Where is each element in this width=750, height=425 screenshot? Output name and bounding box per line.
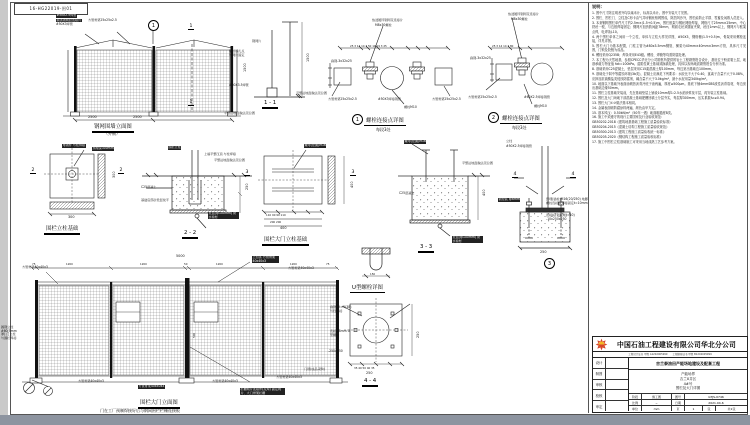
- list-line: 10. 地面以下基础外表面涂刷热沥青冷底子油两遍，厚度≥500μm。基底下铺4mmSBS改性沥青卷材，每边宽出基础边缘50mm。: [592, 81, 746, 90]
- list-line: 16. 施工中须遵守的现行主要国家及行业验收规范：: [592, 115, 664, 120]
- dim-gate-h: 500: [192, 332, 196, 338]
- post-foundation-plan-drawing: [28, 148, 128, 220]
- list-line: 5. 围栏大门为基本配置，门柱主管为#80x3.5mm钢管，横梁为40mm×40mm×3mm方管，具体尺寸见图，门锁及铰链为成品。: [592, 43, 746, 53]
- label-sq40-b4: 方管骨架40x40x3: [276, 375, 302, 379]
- sign-label: 制图: [593, 369, 606, 379]
- dim-seg75-l: 75: [32, 262, 36, 266]
- caption-gate-foundation: 围栏大门立柱基础: [262, 235, 309, 246]
- gate-foundation-plan-drawing: [250, 148, 358, 230]
- sheet-total: 共1张: [727, 406, 736, 411]
- unit-value: mm: [642, 406, 672, 411]
- dim-gf-row2: 200 200: [270, 220, 282, 224]
- label-sq40-b1: 方管骨架40x40x3: [78, 379, 104, 383]
- list-line: 15. 基本风压：0.50kN/m²（50年一遇）地面粗糙度B类。: [592, 110, 675, 115]
- list-line: 吉兰X井区: [679, 376, 697, 381]
- title-block-header: [593, 337, 747, 352]
- page-value: 1: [685, 406, 703, 411]
- caption-detail2-sub: 每段3处: [512, 125, 527, 130]
- dim-33-h: 400: [482, 189, 486, 196]
- caption-fence-sub: （外侧）: [104, 131, 120, 136]
- stage-label: 阶段: [629, 394, 642, 399]
- label-sq25-d1r: 方管骨架25x25x2.5: [432, 97, 461, 101]
- caption-fence-elevation: 钢网围墙立面图: [92, 122, 134, 133]
- list-line: GB50202-2018《建筑地基基础工程施工质量验收标准》: [592, 120, 673, 125]
- label-sq25: 方管骨架25x25x2.5: [88, 18, 117, 22]
- label-top-rail: 上扣条 方管骨架40x40x3: [252, 256, 279, 263]
- label-bolt-m8-1: M8x30螺栓: [375, 22, 392, 27]
- label-pipe50: #50X2.5焊管: [56, 13, 77, 17]
- dim-detail2: 25 3 14 14 3 80: [492, 43, 514, 48]
- title-block-grid: [629, 394, 747, 411]
- label-wire-tie: 钢丝绑扎点 与网片固定: [229, 49, 245, 57]
- dim-gf-w: 400: [280, 226, 287, 230]
- caption-detail1-sub: 每段3处: [376, 127, 391, 132]
- drawing-number-stamp: 16-HG22019-围01: [14, 3, 88, 15]
- scale-value: ~: [642, 400, 672, 405]
- cnpc-logo: [595, 338, 608, 351]
- dim-fence-height: 1500: [243, 63, 247, 72]
- label-pipe50c: #50X3.5焊管: [229, 83, 249, 87]
- section2-flag-right: 2: [119, 168, 123, 173]
- list-line: 12. 围栏及大门场地下部混凝土基础肥槽回填土分层夯实，每层厚300mm，压实系数λc≥0.94。: [592, 95, 727, 100]
- label-base-level: 基础底部砂垫层找平: [141, 198, 169, 202]
- label-sq25-d1l: 方管骨架25x25x2.5: [328, 97, 357, 101]
- list-line: 6. 螺栓采用Q235B；焊条采用E43级。螺栓、焊缝等均需防腐处理。: [592, 53, 688, 58]
- label-c25-22: C25混凝土: [141, 185, 157, 189]
- page-label: 页: [672, 406, 685, 411]
- sign-label: 校核: [593, 390, 606, 400]
- list-line: GB50300-2013《建筑工程施工质量验收统一标准》: [592, 130, 666, 135]
- caption-ubolt: U型螺栓详图: [352, 285, 383, 291]
- caption-gate-sub: 门在工厂预制焊接好后与钢网围栏栏栅连接板: [100, 408, 180, 413]
- dim-seg-4: 1200: [290, 262, 297, 266]
- list-line: 13. 围栏大门①②做法基本相同。: [592, 100, 639, 105]
- label-post-22: 围栏立柱: [168, 145, 181, 149]
- project-name: 吉兰泰油田产能场地建设及配套工程: [629, 358, 747, 370]
- detail1-ref-bubble: 1: [148, 20, 159, 31]
- section3-flag-right: 3: [351, 170, 355, 175]
- label-bolt-m10-1: 螺栓M10: [404, 105, 417, 109]
- dim-44-row: 35 40 50 40 35: [354, 366, 375, 370]
- label-top-grout: 上端平整压顶 与柱焊接: [204, 152, 236, 156]
- caption-detail2: 螺栓连接点详图: [502, 116, 540, 122]
- dim-seg75-r: 75: [326, 262, 330, 266]
- list-line: 产能场界: [681, 372, 695, 377]
- sign-blank: [606, 401, 628, 411]
- label-m16-33: 螺母(垫圈)M16: [404, 139, 426, 143]
- label-embed300: 预埋深300mm: [92, 146, 114, 150]
- detail2-caption-bubble: 2: [488, 112, 499, 123]
- date-label: 日期: [672, 400, 685, 405]
- dim-ubolt: 150: [370, 272, 376, 276]
- sign-row: [593, 401, 628, 411]
- label-ground-22: 平整法地面做法见总图: [214, 158, 245, 162]
- dim-gf-h: 400: [350, 181, 354, 188]
- dim-44-h: 250: [416, 331, 420, 338]
- sign-label: 审定: [593, 401, 606, 411]
- drawing-item-lines: [629, 370, 747, 394]
- dim-fence-span-2: 2500: [133, 115, 142, 119]
- label-sq40-tl: 方管骨架40x40x3: [22, 265, 48, 269]
- drawing-no-label: 图号: [672, 394, 685, 399]
- dim-pf-width: 300: [68, 215, 75, 219]
- caption-gate-elevation: 围栏大门立面图: [138, 398, 180, 409]
- company-certs: 工程设计证书 甲级 A1202005999 工程勘察证书 甲级 B1202005999: [593, 352, 747, 358]
- notes-column: [592, 4, 746, 334]
- sign-label: 设计: [593, 358, 606, 368]
- label-ground-11: 平整法地面做法见总图: [296, 91, 327, 95]
- label-cushion-22: 垫层(厚100mm) 防水卷材: [208, 212, 239, 219]
- label-ground-1: 平整法地面做法见总图: [224, 111, 255, 115]
- fence-elevation-drawing: [55, 14, 245, 126]
- sign-label: 审核: [593, 380, 606, 390]
- label-u-plate: 扁钢件t=5(38) 与柱焊接: [330, 305, 352, 313]
- label-embed-m16: 预埋(锚栓)M16(20/250) 地脚螺栓连接或焊接固定t=10mm: [546, 197, 588, 205]
- caption-section-2-2: 2 - 2: [182, 230, 198, 239]
- label-c25-33: C25混凝土: [399, 191, 415, 195]
- label-bolt-m10-2: 螺栓M10: [534, 104, 547, 108]
- dim-44-w: 250: [366, 371, 373, 375]
- dim-anchor-w: 250: [540, 250, 547, 254]
- label-pipe-weld-d2: #60X2.5焊接钢管: [524, 95, 550, 99]
- caption-post-foundation: 围栏立柱基础: [44, 224, 80, 235]
- label-pipe-weld-d1: #50X3焊接钢管: [378, 97, 401, 101]
- unit-label: 单位: [629, 406, 642, 411]
- label-steel-pad: 钢垫板 厚6mm: [498, 197, 520, 201]
- section3-flag-left: 3: [245, 170, 249, 175]
- title-block: [592, 336, 748, 413]
- list-line: 7. 本工程为天然地基，参照CPECC华北分公司勘察所提供的岩土工程勘察报告设计，基底位于粉质黏土层，地基承载力特征值 fak=100kPa。湿陷性黄土基础须换填处理，具体以现场地质勘察报告分析为准。: [592, 58, 746, 67]
- list-line: 9. 基础处于弱中等腐蚀环境(3b类)，混凝土应满足下列要求：水胶比不大于0.40，氯离子含量不大于0.08%，应掺加抗硫酸盐类侵蚀防腐剂，碱含量不大于3.0kg/m³，最小水泥用量340kg/m³。: [592, 72, 746, 81]
- notes-title: 说明：: [592, 4, 605, 9]
- list-line: 17. 施工中围栏立柱基础施工可采用当地成熟工艺参考方案。: [592, 140, 677, 145]
- list-line: 8. 基础采用C25混凝土，垫层采用C15素混凝土厚100mm，每边宽出基础边100mm。: [592, 67, 715, 72]
- sign-blank: [606, 380, 628, 390]
- sheet-label: 张: [703, 406, 716, 411]
- label-post-pipe1: 立柱: [506, 139, 513, 143]
- notes-list: [592, 11, 746, 145]
- signature-column: [593, 358, 629, 411]
- company-name: 中国石油工程建设有限公司华北分公司: [617, 341, 736, 349]
- label-mesh-conn: 栏栅网片连接件(点焊) 固定网片、大门骨架栏栅: [240, 388, 285, 395]
- sign-blank: [606, 369, 628, 379]
- caption-section-3-3: 3 - 3: [418, 244, 434, 253]
- list-line: 4. 两个围栏单体之间用一个立柱，单体与立柱大样见详图，#50X3，钢格栅(1.5+0.5)m，骨架采用螺栓连接，详见详图。: [592, 34, 746, 43]
- dim-seg50: 50: [184, 262, 188, 266]
- stage-value: 施工图: [642, 394, 672, 399]
- dim-22-h: 250: [245, 183, 249, 190]
- label-m16-gf: 螺母(垫圈)M16: [304, 143, 326, 147]
- detail3-caption-bubble: 3: [544, 258, 555, 269]
- date-value: 2021.04-6: [708, 400, 724, 405]
- sign-row: [593, 369, 628, 380]
- label-sq40-b2: 方管骨架40x40x3: [138, 384, 165, 388]
- label-u-plate2: -250x250: [328, 349, 343, 353]
- label-conn-plate: 连接板(钢板厚t=10) -10x250x250: [546, 213, 575, 221]
- ubolt-detail-drawing: [348, 242, 403, 282]
- dim-detail1: 25 3 14 14 3 50 19 19 3 25: [350, 43, 387, 48]
- caption-plan-4-4: 4 - 4: [362, 378, 378, 387]
- dim-gate-total: 5000: [176, 254, 185, 258]
- label-cushion-33: 垫层(厚100mm) 防水卷材: [452, 236, 483, 243]
- sign-blank: [606, 358, 628, 368]
- detail1-caption-bubble: 1: [352, 114, 363, 125]
- label-angle-weld: 角钢件 与柱焊接: [62, 143, 86, 147]
- label-ground-33: 平整法地面做法见总图: [462, 161, 493, 165]
- label-sq25-d2: 方管骨架25x25x2.5: [468, 95, 497, 99]
- section4-flag-left: 4: [513, 172, 517, 177]
- section2-flag-left: 2: [31, 168, 35, 173]
- dim-gf-row1: 110 90 90 110: [266, 213, 286, 217]
- section1-flag-top: 1: [189, 24, 193, 29]
- sign-blank: [606, 390, 628, 400]
- list-line: 围栏及大门详图: [675, 386, 701, 391]
- label-gate-post: 圆钢立柱#60(5mm厚) 门立柱与围栏焊接: [1, 325, 17, 340]
- dim-seg-2: 1200: [140, 262, 147, 266]
- dim-pf-height: 300: [112, 171, 116, 178]
- dim-seg-3: 1200: [216, 262, 223, 266]
- sign-row: [593, 380, 628, 391]
- list-line: 11. 围栏立柱基础安装前，先在基础垫层上铺设10mm厚1:2.5水泥砂浆找平层，再安装立柱基础。: [592, 90, 730, 95]
- label-bolt-strip-2: 热浸镀锌钢网花连接片: [508, 12, 539, 16]
- bolt-detail-2-drawing: [470, 30, 570, 105]
- label-sq40-tr: 方管骨架40x40x3: [288, 266, 314, 270]
- list-line: GB50204-2015《混凝土结构工程施工质量验收规范》: [592, 125, 670, 130]
- sign-row: [593, 358, 628, 369]
- label-flat-steel-2: 扁钢-3x32x25: [470, 56, 491, 60]
- section4-flag-right: 4: [571, 172, 575, 177]
- label-pipe50b: #50X3焊管: [56, 22, 73, 26]
- sign-row: [593, 390, 628, 401]
- list-line: GB50205-2020《钢结构工程施工质量验收标准》: [592, 135, 663, 140]
- label-gate-lock: 门锁(成品采购): [304, 367, 325, 371]
- label-sq40-b3: 方管骨架40x40x3: [212, 379, 238, 383]
- scale-label: 比例: [629, 400, 642, 405]
- label-flat-steel-1: 扁钢-3x32x25: [331, 59, 352, 63]
- caption-detail1: 螺栓连接点详图: [366, 118, 404, 124]
- drawing-no-value: GTJS-0746: [708, 394, 724, 399]
- label-bolt-strip-1: 热浸镀锌钢网花连接片: [372, 18, 403, 22]
- list-line: 4#号: [683, 381, 693, 386]
- list-line: 14. 金属表面刷防腐涂料两遍，颜色由甲方定。: [592, 105, 658, 110]
- label-mesh-strip: 扁条钢网拉连接片: [56, 17, 82, 22]
- list-line: 2. 围栏、围栏门、立柱及C形卡由气井场钢丝格网围成，除挡风沙外，围栏能防止羊群、牲畜及闲散人员进入。: [592, 15, 746, 20]
- dim-11-height: 1500: [306, 53, 310, 62]
- section1-flag-bottom: 1: [189, 100, 193, 105]
- label-post-pipe2: #50X2.5焊接钢管: [506, 143, 532, 148]
- caption-section-1-1: 1 - 1: [262, 100, 278, 109]
- window-bottom-bar: [0, 415, 750, 425]
- label-mesh-panel-11: 钢网片: [252, 39, 262, 43]
- list-line: 3. 本套钢网围栏单件尺寸约2.5m×(1.5+0.5)m，围栏框架与钢丝网格焊接，网格尺寸25mm×25mm，中心铁丝一根，与边框焊接固定；钢网片加劲肋间距78mm，网面走丝须绷直夹紧，丝径1mm以上，钢网片与框架点焊，电焊条J-10。: [592, 20, 746, 34]
- label-u-m8: 连接Φ8mm U型螺栓: [330, 329, 350, 337]
- label-bolt-m8-2: M8x30螺栓: [511, 16, 528, 21]
- list-line: 1. 图中尺寸除注明者外均以毫米计，标高以米计。图中安装尺寸见图。: [592, 11, 691, 15]
- dim-fence-span-1: 2500: [88, 115, 97, 119]
- dim-seg-1: 1200: [66, 262, 73, 266]
